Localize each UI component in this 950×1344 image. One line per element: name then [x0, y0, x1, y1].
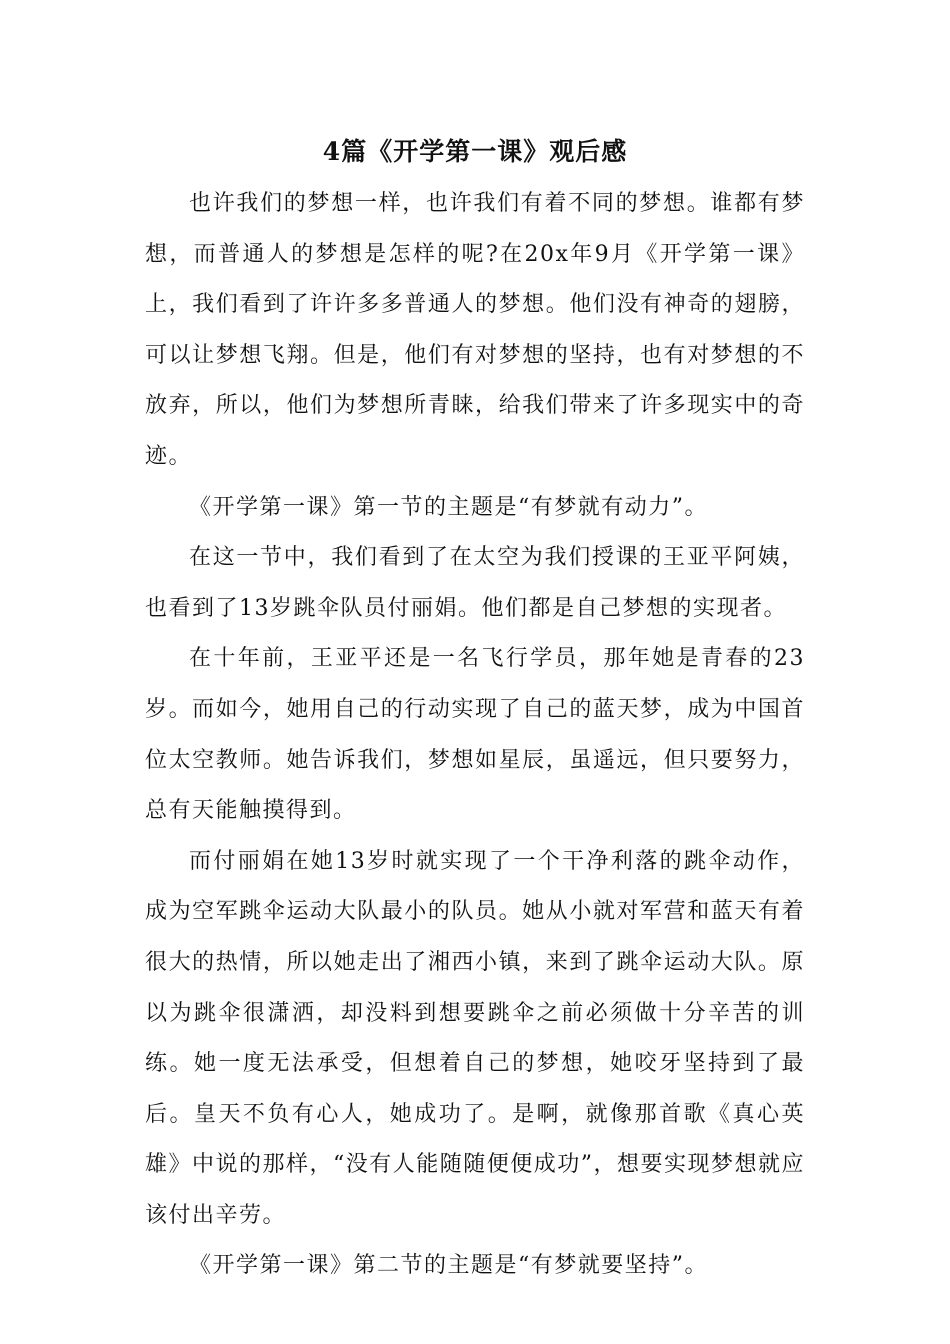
paragraph-1: 也许我们的梦想一样，也许我们有着不同的梦想。谁都有梦想，而普通人的梦想是怎样的呢?在20x年9月《开学第一课》上，我们看到了许许多多普通人的梦想。他们没有神奇的翅膀，可以让梦想飞翔。但是，他们有对梦想的坚持，也有对梦想的不放弃，所以，他们为梦想所青睐，给我们带来了许多现实中的奇迹。	[145, 191, 805, 469]
document-title: 4篇《开学第一课》观后感	[322, 137, 628, 166]
paragraph-2: 《开学第一课》第一节的主题是“有梦就有动力”。	[189, 494, 708, 520]
paragraph-5: 而付丽娟在她13岁时就实现了一个干净利落的跳伞动作，成为空军跳伞运动大队最小的队员。她从小就对军营和蓝天有着很大的热情，所以她走出了湘西小镇，来到了跳伞运动大队。原以为跳伞很潇洒，却没料到想要跳伞之前必须做十分辛苦的训练。她一度无法承受，但想着自己的梦想，她咬牙坚持到了最后。皇天不负有心人，她成功了。是啊，就像那首歌《真心英雄》中说的那样，“没有人能随随便便成功”，想要实现梦想就应该付出辛劳。	[145, 848, 805, 1228]
paragraph-6: 《开学第一课》第二节的主题是“有梦就要坚持”。	[189, 1253, 708, 1279]
paragraph-3: 在这一节中，我们看到了在太空为我们授课的王亚平阿姨，也看到了13岁跳伞队员付丽娟。他们都是自己梦想的实现者。	[145, 545, 805, 621]
document-body	[145, 179, 805, 1292]
paragraph-4: 在十年前，王亚平还是一名飞行学员，那年她是青春的23岁。而如今，她用自己的行动实现了自己的蓝天梦，成为中国首位太空教师。她告诉我们，梦想如星辰，虽遥远，但只要努力，总有天能触摸得到。	[145, 646, 805, 824]
